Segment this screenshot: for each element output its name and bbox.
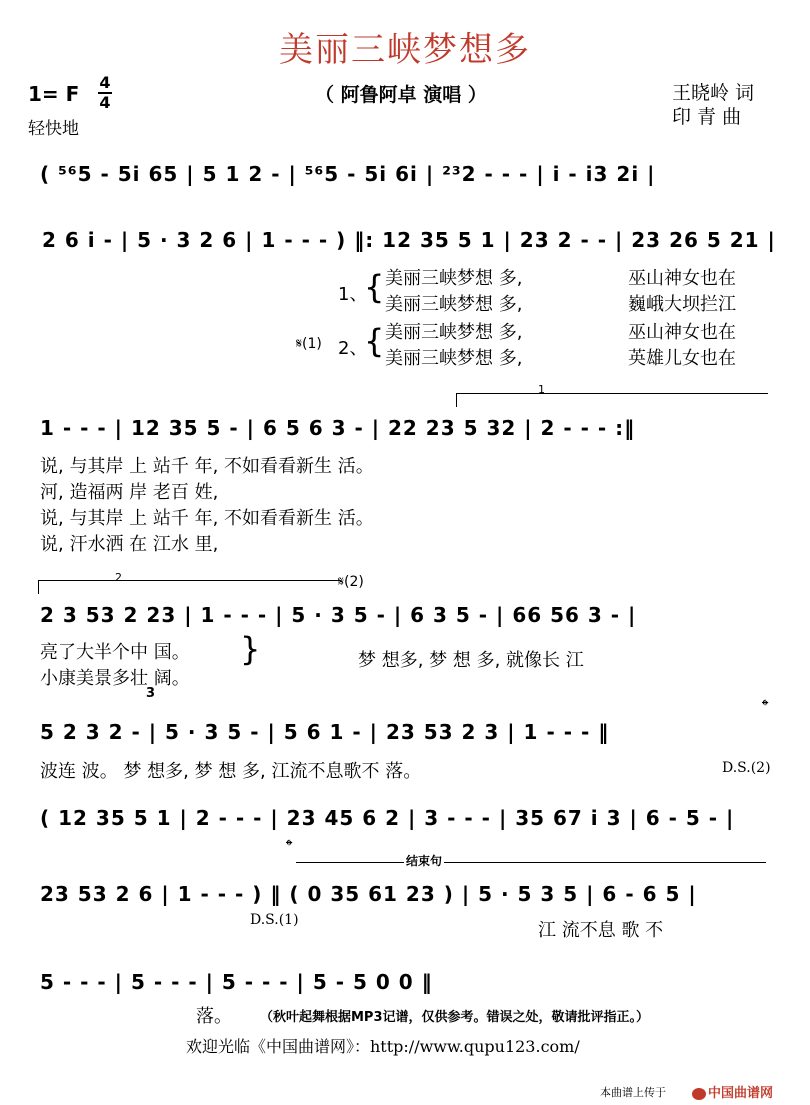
verse-2b-left: 美丽三峡梦想 多, [385, 348, 523, 369]
volta-1-label: 1 [538, 383, 545, 396]
verse-2a-left: 美丽三峡梦想 多, [385, 322, 523, 343]
time-sig-bottom: 4 [99, 93, 111, 112]
score-row-8: 5 - - - | 5 - - - | 5 - - - | 5 - 5 0 0 ‖ [40, 970, 433, 994]
score-row-6: ( 12 35 5 1 | 2 - - - | 23 45 6 2 | 3 - - - | 35 67 i 3 | 6 - 5 - | [40, 806, 735, 830]
verse-2-label: 2、 [338, 338, 368, 359]
verse-1b-right: 巍峨大坝拦江 [628, 294, 736, 315]
lyrics-row-3-line-1: 说, 与其岸 上 站千 年, 不如看看新生 活。 [40, 456, 374, 477]
welcome-line: 欢迎光临《中国曲谱网》：http://www.qupu123.com/ [186, 1037, 580, 1056]
performer: （ 阿鲁阿卓 演唱 ） [315, 84, 487, 106]
score-row-5: 5 2 3 2 - | 5 · 3 5 - | 5 6 1 - | 23 53 2 3 | 1 - - - ‖ [40, 720, 610, 744]
lyrics-row-4-line-1: 亮了大半个中 国。 [40, 642, 190, 663]
lyrics-row-8: 落。 [196, 1006, 232, 1027]
number-three-mark: 3 [146, 686, 156, 701]
score-row-3: 1 - - - | 12 35 5 - | 6 5 6 3 - | 22 23 5 32 | 2 - - - :‖ [40, 416, 636, 440]
score-row-2: 2 6 i - | 5 · 3 2 6 | 1 - - - ) ‖: 12 35 5 1 | 23 2 - - | 23 26 5 21 | [42, 228, 776, 252]
ds-2-mark: D.S.(2) [722, 760, 771, 776]
site-logo [692, 1082, 773, 1101]
score-row-1: ( ⁵⁶5 - 5i 65 | 5 1 2 - | ⁵⁶5 - 5i 6i | ²³2 - - - | i - i3 2i | [40, 162, 656, 186]
volta-2-hook [38, 580, 39, 594]
time-signature [98, 74, 112, 112]
verse-2-brace: { [364, 322, 385, 360]
verse-1-label: 1、 [338, 284, 368, 305]
verse-2b-right: 英雄儿女也在 [628, 348, 736, 369]
composer: 印 青 曲 [672, 106, 742, 128]
segno-2-mark: 𝄋(2) [338, 574, 364, 590]
lyrics-row-7: 江 流不息 歌 不 [538, 920, 664, 941]
verse-1a-left: 美丽三峡梦想 多, [385, 268, 523, 289]
volta-2-label: 2 [115, 571, 122, 584]
volta-2-line [38, 580, 340, 581]
upload-caption: 本曲谱上传于 [600, 1086, 666, 1099]
verse-1-brace: { [364, 268, 385, 306]
logo-text: 中国曲谱网 [708, 1086, 774, 1101]
score-row-4: 2 3 53 2 23 | 1 - - - | 5 · 3 5 - | 6 3 5 - | 66 56 3 - | [40, 603, 637, 627]
lyrics-row-4-line-2: 小康美景多壮 阔。 [40, 668, 190, 689]
key-signature: 1= F [28, 82, 80, 106]
lyrics-row-4-chorus: 梦 想多, 梦 想 多, 就像长 江 [358, 650, 584, 671]
verse-end-brace: } [240, 630, 261, 668]
ds-1-mark: D.S.(1) [250, 912, 299, 928]
verse-2a-right: 巫山神女也在 [628, 322, 736, 343]
lyrics-row-3-line-3: 说, 与其岸 上 站千 年, 不如看看新生 活。 [40, 508, 374, 529]
lyrics-row-3-line-4: 说, 汗水洒 在 江水 里, [40, 534, 219, 555]
page-title: 美丽三峡梦想多 [279, 30, 531, 70]
verse-1a-right: 巫山神女也在 [628, 268, 736, 289]
volta-1-line [456, 393, 768, 394]
logo-icon [692, 1088, 706, 1100]
transcription-note: （秋叶起舞根据MP3记谱，仅供参考。错误之处，敬请批评指正。） [260, 1010, 650, 1025]
tempo-marking: 轻快地 [28, 119, 79, 139]
score-row-7: 23 53 2 6 | 1 - - - ) ‖ ( 0 35 61 23 ) | 5 · 5 3 5 | 6 - 6 5 | [40, 882, 697, 906]
verse-1b-left: 美丽三峡梦想 多, [385, 294, 523, 315]
time-sig-top: 4 [99, 73, 111, 92]
volta-1-hook [456, 393, 457, 407]
coda-2-icon: 𝄌 [286, 836, 293, 857]
segno-1-mark: 𝄋(1) [296, 336, 322, 352]
lyricist: 王晓岭 词 [672, 82, 755, 104]
lyrics-row-5: 波连 波。 梦 想多, 梦 想 多, 江流不息歌不 落。 [40, 761, 422, 782]
ending-label: 结束句 [406, 854, 443, 868]
ending-line [296, 862, 766, 863]
lyrics-row-3-line-2: 河, 造福两 岸 老百 姓, [40, 482, 219, 503]
coda-1-icon: 𝄌 [762, 696, 769, 717]
